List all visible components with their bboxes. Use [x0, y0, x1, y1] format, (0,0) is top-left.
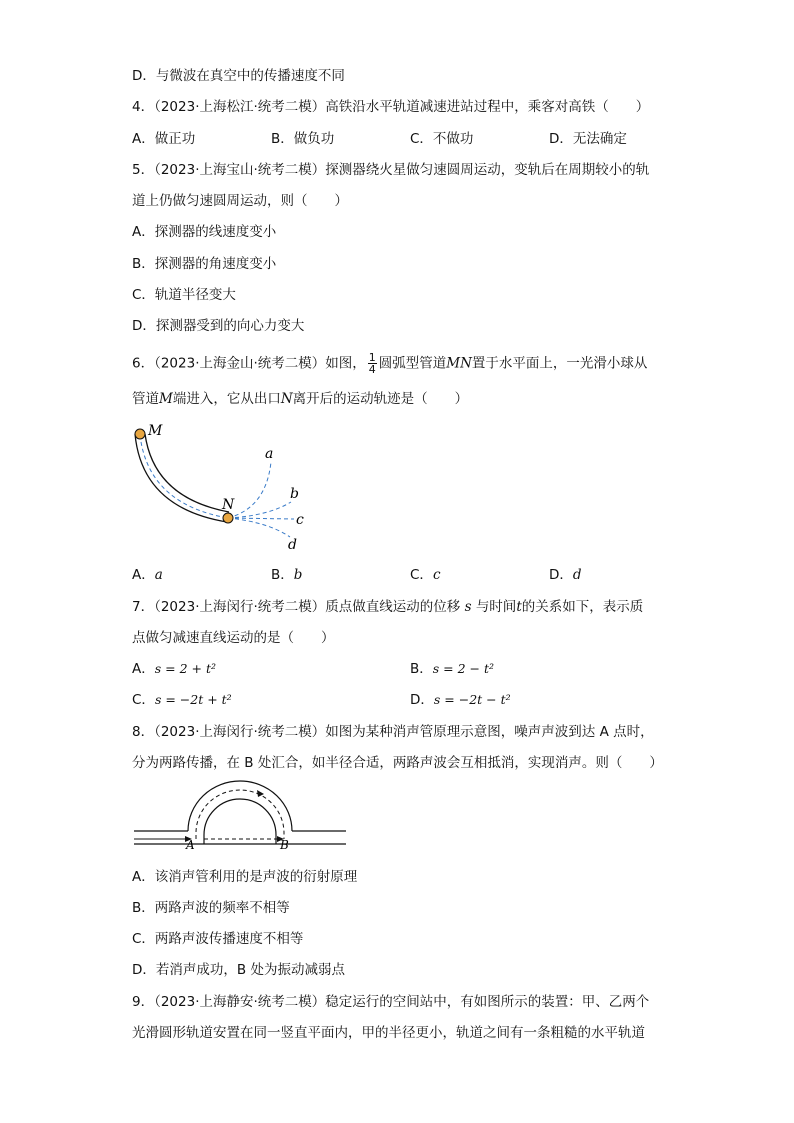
- label-m: M: [148, 423, 163, 439]
- q7-option-a: A．s = 2 + t²: [132, 661, 216, 677]
- q4-option-c: C．不做功: [410, 131, 474, 147]
- q5-option-a: A．探测器的线速度变小: [132, 224, 277, 240]
- q9-stem-line2: 光滑圆形轨道安置在同一竖直平面内，甲的半径更小，轨道之间有一条粗糙的水平轨道: [132, 1025, 645, 1041]
- q4-option-b: B．做负功: [271, 131, 335, 147]
- q6-option-d: D．d: [549, 567, 582, 583]
- label-b: b: [290, 486, 299, 502]
- q7-stem-line1: 7．（2023·上海闵行·统考二模）质点做直线运动的位移 s 与时间t的关系如下，表示质: [132, 599, 644, 615]
- ball-at-n: [223, 513, 233, 523]
- label-a: a: [265, 446, 274, 462]
- q7-option-d: D．s = −2t − t²: [410, 692, 511, 708]
- q7-option-c: C．s = −2t + t²: [132, 692, 232, 708]
- q6-option-b: B．b: [271, 567, 303, 583]
- q8-option-d: D．若消声成功，B 处为振动减弱点: [132, 962, 345, 978]
- quarter-fraction: $\frac{1}{4}$: [368, 351, 376, 376]
- q6-option-a: A．a: [132, 567, 163, 583]
- q8-option-c: C．两路声波传播速度不相等: [132, 931, 304, 947]
- q6-stem-line2: 管道M端进入，它从出口N离开后的运动轨迹是（ ）: [132, 391, 469, 407]
- q4-option-d: D．无法确定: [549, 131, 627, 147]
- trajectory-a: [228, 462, 271, 518]
- q6-tube-figure: [128, 418, 318, 558]
- q8-option-a: A．该消声管利用的是声波的衍射原理: [132, 869, 358, 885]
- q4-option-a: A．做正功: [132, 131, 196, 147]
- trajectory-b: [228, 502, 291, 518]
- q8-option-b: B．两路声波的频率不相等: [132, 900, 290, 916]
- q8-stem-line2: 分为两路传播，在 B 处汇合，如半径合适，两路声波会互相抵消，实现消声。则（ ）: [132, 755, 663, 771]
- label-c: c: [296, 512, 304, 528]
- label-b-point: B: [280, 838, 289, 852]
- q5-option-d: D．探测器受到的向心力变大: [132, 318, 305, 334]
- q7-option-b: B．s = 2 − t²: [410, 661, 495, 677]
- q8-muffler-figure: [130, 775, 350, 853]
- label-n: N: [222, 497, 235, 513]
- label-a-point: A: [186, 838, 195, 852]
- q5-stem-line1: 5．（2023·上海宝山·统考二模）探测器绕火星做匀速圆周运动，变轨后在周期较小的轨: [132, 162, 650, 178]
- q5-option-b: B．探测器的角速度变小: [132, 256, 277, 272]
- q9-stem-line1: 9．（2023·上海静安·统考二模）稳定运行的空间站中，有如图所示的装置：甲、乙两个: [132, 994, 650, 1010]
- q4-stem: 4．（2023·上海松江·统考二模）高铁沿水平轨道减速进站过程中，乘客对高铁（ ）: [132, 99, 650, 115]
- label-d: d: [288, 537, 297, 553]
- ball-at-m: [135, 429, 145, 439]
- q5-stem-line2: 道上仍做匀速圆周运动，则（ ）: [132, 193, 348, 209]
- arc-sound-path: [196, 790, 284, 839]
- q6-stem-line1: 6．（2023·上海金山·统考二模）如图， $\frac{1}{4}$ 圆弧型管道MN置于水平面上，一光滑小球从: [132, 351, 648, 376]
- q3-option-d: D．与微波在真空中的传播速度不同: [132, 68, 345, 84]
- q6-option-c: C．c: [410, 567, 441, 583]
- q8-stem-line1: 8．（2023·上海闵行·统考二模）如图为某种消声管原理示意图，噪声声波到达 A 点时，: [132, 724, 654, 740]
- trajectory-d: [228, 518, 290, 537]
- q5-option-c: C．轨道半径变大: [132, 287, 236, 303]
- q7-stem-line2: 点做匀减速直线运动的是（ ）: [132, 630, 335, 646]
